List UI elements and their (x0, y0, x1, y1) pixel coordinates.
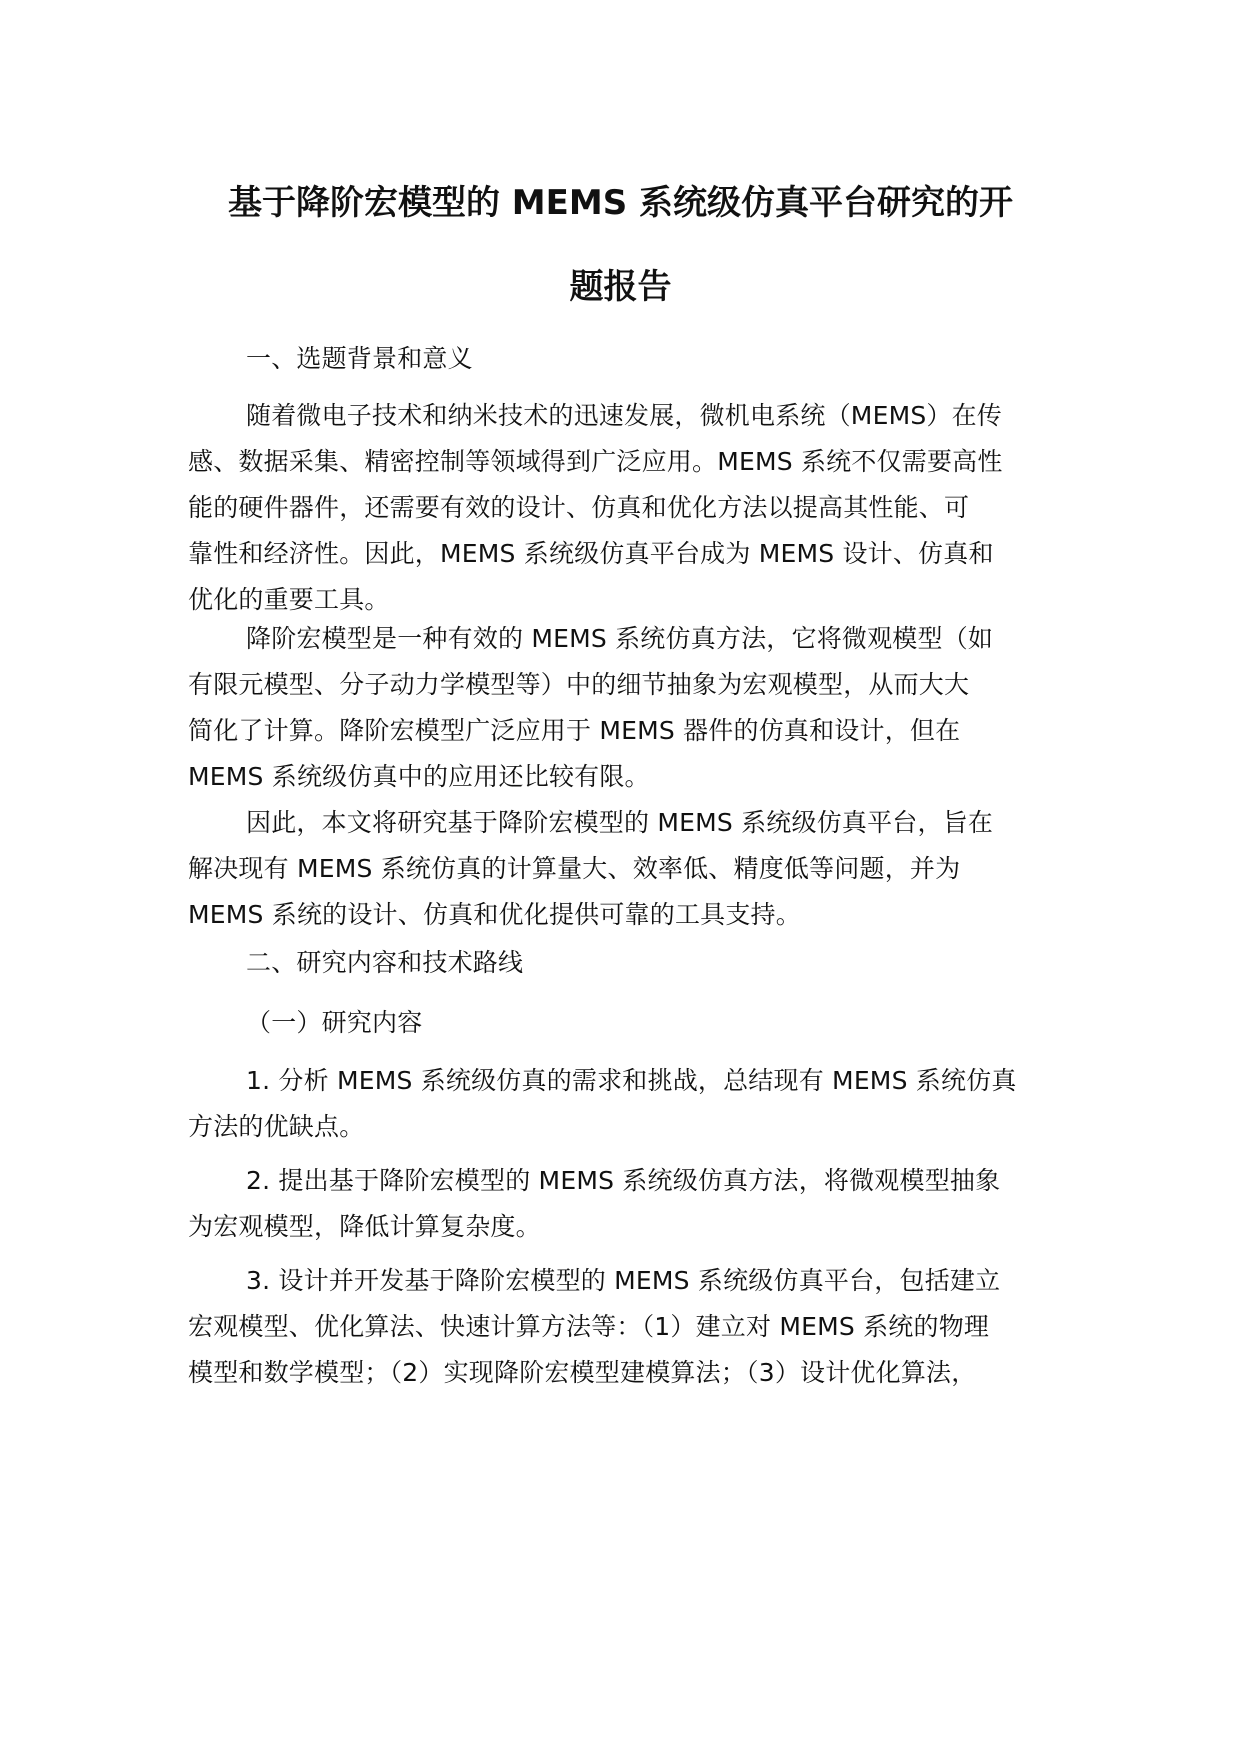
text-line: 二、研究内容和技术路线 (246, 948, 524, 977)
text-line: 靠性和经济性。因此，MEMS 系统级仿真平台成为 MEMS 设计、仿真和 (188, 539, 994, 568)
paragraph-background-1 (188, 393, 1068, 623)
text-line: 因此，本文将研究基于降阶宏模型的 MEMS 系统级仿真平台，旨在 (246, 808, 994, 837)
text-line: 3. 设计并开发基于降阶宏模型的 MEMS 系统级仿真平台，包括建立 (246, 1266, 1001, 1295)
text-line: 简化了计算。降阶宏模型广泛应用于 MEMS 器件的仿真和设计，但在 (188, 716, 961, 745)
section-heading-research (188, 940, 1068, 986)
text-line: 2. 提出基于降阶宏模型的 MEMS 系统级仿真方法，将微观模型抽象 (246, 1166, 1001, 1195)
text-line: MEMS 系统的设计、仿真和优化提供可靠的工具支持。 (188, 900, 801, 929)
text-line: 感、数据采集、精密控制等领域得到广泛应用。MEMS 系统不仅需要高性 (188, 447, 1003, 476)
subsection-heading-content (188, 1000, 1068, 1046)
text-line: 一、选题背景和意义 (246, 344, 473, 373)
text-line: （一）研究内容 (246, 1008, 423, 1037)
text-line: 随着微电子技术和纳米技术的迅速发展，微机电系统（MEMS）在传 (246, 401, 1003, 430)
document-title-line-1: 基于降阶宏模型的 MEMS 系统级仿真平台研究的开 (227, 183, 1014, 223)
text-line: 优化的重要工具。 (188, 585, 390, 614)
text-line: 降阶宏模型是一种有效的 MEMS 系统仿真方法，它将微观模型（如 (246, 624, 994, 653)
text-line: 解决现有 MEMS 系统仿真的计算量大、效率低、精度低等问题，并为 (188, 854, 961, 883)
text-line: 为宏观模型，降低计算复杂度。 (188, 1212, 541, 1241)
paragraph-background-2 (188, 616, 1068, 800)
text-line: 方法的优缺点。 (188, 1112, 365, 1141)
paragraph-background-3 (188, 800, 1068, 938)
section-heading-background (188, 336, 1068, 382)
text-line: 宏观模型、优化算法、快速计算方法等：（1）建立对 MEMS 系统的物理 (188, 1312, 990, 1341)
list-item-2 (188, 1158, 1068, 1250)
document-title-line-2: 题报告 (569, 267, 672, 307)
text-line: 1. 分析 MEMS 系统级仿真的需求和挑战，总结现有 MEMS 系统仿真 (246, 1066, 1017, 1095)
text-line: 模型和数学模型；（2）实现降阶宏模型建模算法；（3）设计优化算法， (188, 1358, 977, 1387)
list-item-1 (188, 1058, 1068, 1150)
text-line: 有限元模型、分子动力学模型等）中的细节抽象为宏观模型，从而大大 (188, 670, 970, 699)
text-line: 能的硬件器件，还需要有效的设计、仿真和优化方法以提高其性能、可 (188, 493, 970, 522)
text-line: MEMS 系统级仿真中的应用还比较有限。 (188, 762, 650, 791)
list-item-3 (188, 1258, 1068, 1396)
